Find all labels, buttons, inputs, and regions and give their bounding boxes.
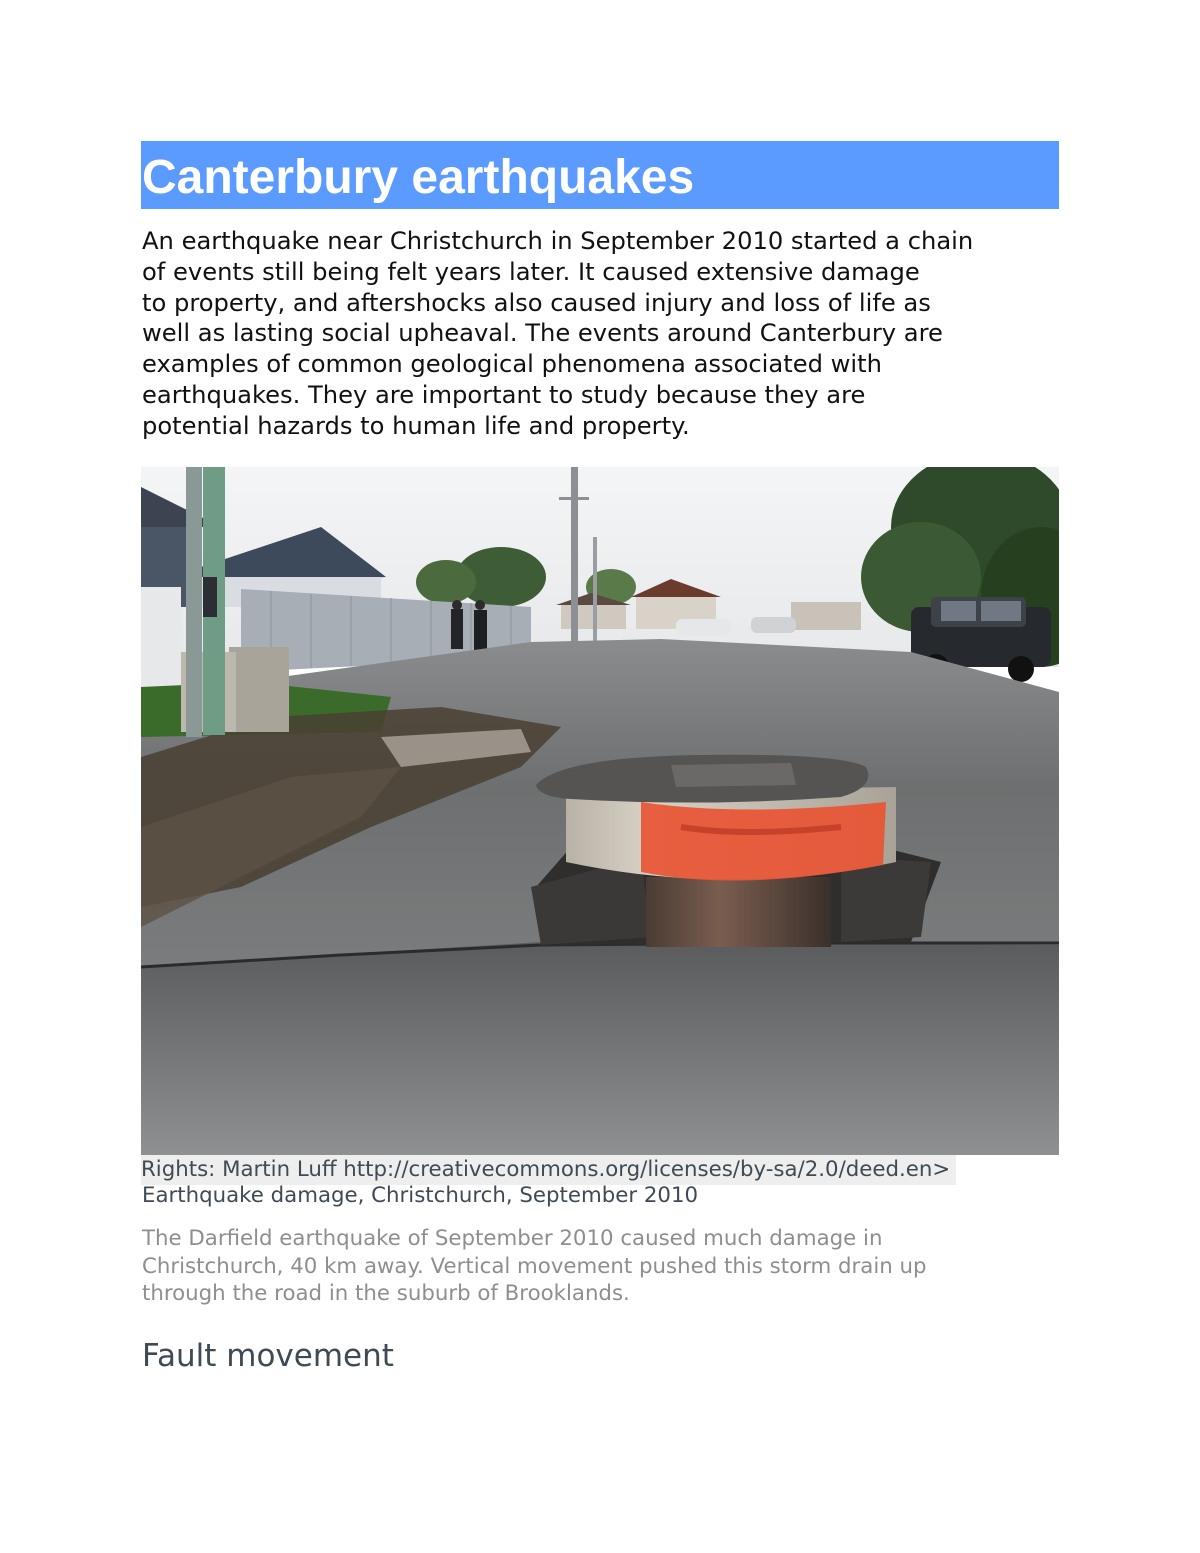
intro-line: An earthquake near Christchurch in September 2010 started a chain	[142, 227, 974, 255]
caption-line: The Darfield earthquake of September 2010 caused much damage in	[142, 1226, 883, 1251]
power-pole	[571, 467, 578, 647]
intro-line: potential hazards to human life and property.	[142, 411, 690, 440]
image-rights: Rights: Martin Luff http://creativecommons.org/licenses/by-sa/2.0/deed.en>	[141, 1155, 956, 1185]
concrete-block	[229, 647, 289, 732]
intro-line: of events still being felt years later. It caused extensive damage	[142, 257, 920, 286]
foreground-road	[141, 942, 1059, 1155]
intro-line: to property, and aftershocks also caused injury and loss of life as	[142, 288, 931, 317]
document-title: Canterbury earthquakes	[141, 141, 1059, 209]
figure-caption-title: Earthquake damage, Christchurch, September 2010	[142, 1183, 699, 1208]
intro-line: examples of common geological phenomena associated with	[142, 350, 882, 379]
caption-line: through the road in the suburb of Brooklands.	[142, 1281, 630, 1306]
drain-pipe	[646, 877, 831, 947]
caption-line: Christchurch, 40 km away. Vertical movement pushed this storm drain up	[142, 1253, 927, 1279]
section-heading: Fault movement	[142, 1338, 394, 1374]
earthquake-damage-photo	[141, 467, 1059, 1155]
intro-paragraph	[142, 226, 1062, 442]
figure-caption	[142, 1225, 1042, 1308]
intro-line: well as lasting social upheaval. The events around Canterbury are	[142, 319, 943, 348]
intro-line: earthquakes. They are important to study because they are	[142, 380, 866, 409]
